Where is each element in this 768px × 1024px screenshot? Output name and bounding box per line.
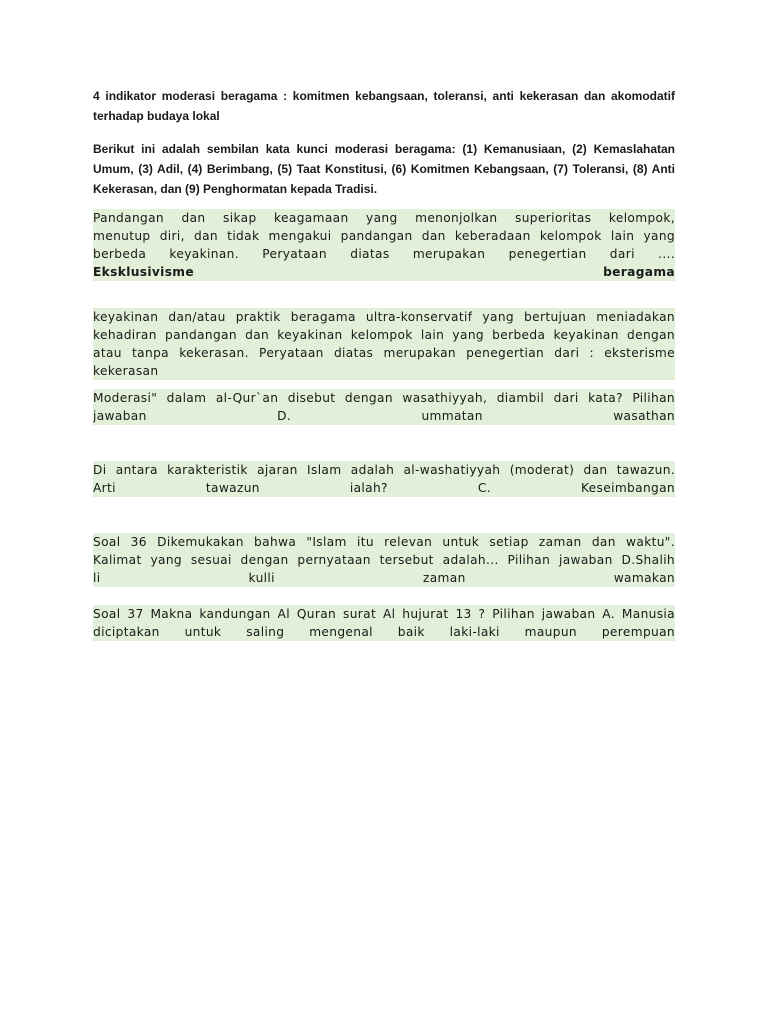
text-line: Soal 37 Makna kandungan Al Quran surat Al hujurat 13 ? Pilihan jawaban A. Manusia — [93, 607, 675, 621]
text-line: atau tanpa kekerasan. Peryataan diatas merupakan penegertian dari : eksterisme — [93, 346, 675, 360]
answer-line: jawaban D. ummatan wasathan — [93, 409, 675, 423]
text-line: Di antara karakteristik ajaran Islam adalah al-washatiyyah (moderat) dan tawazun. — [93, 463, 675, 477]
question-block-3 — [93, 389, 675, 425]
answer-line: li kulli zaman wamakan — [93, 571, 675, 585]
text-line: kehadiran pandangan dan keyakinan kelompok lain yang berbeda keyakinan dengan — [93, 328, 675, 342]
keywords-paragraph: Berikut ini adalah sembilan kata kunci moderasi beragama: (1) Kemanusiaan, (2) Kemaslahatan Umum, (3) Adil, (4) Berimbang, (5) Taat Konstitusi, (6) Komitmen Kebangsaan, (7) Toleransi, (8) Anti Kekerasan, dan (9) Penghormatan kepada Tradisi. — [93, 142, 675, 196]
document-page — [93, 86, 675, 641]
question-block-2 — [93, 308, 675, 380]
text-line: Kalimat yang sesuai dengan pernyataan tersebut adalah... Pilihan jawaban D.Shalih — [93, 553, 675, 567]
text-line: menutup diri, dan tidak mengakui pandangan dan keberadaan kelompok lain yang — [93, 229, 675, 243]
answer-line: Eksklusivisme beragama — [93, 265, 675, 279]
text-line: keyakinan dan/atau praktik beragama ultra-konservatif yang bertujuan meniadakan — [93, 310, 675, 324]
question-block-6 — [93, 605, 675, 641]
text-line: Pandangan dan sikap keagamaan yang menonjolkan superioritas kelompok, — [93, 211, 675, 225]
question-block-1 — [93, 209, 675, 281]
question-block-5 — [93, 533, 675, 587]
text-line: berbeda keyakinan. Peryataan diatas merupakan penegertian dari .... — [93, 247, 675, 261]
answer-line: Arti tawazun ialah? C. Keseimbangan — [93, 481, 675, 495]
document-heading: 4 indikator moderasi beragama : komitmen kebangsaan, toleransi, anti kekerasan dan akomodatif terhadap budaya lokal — [93, 89, 675, 123]
text-line: Moderasi" dalam al-Qur`an disebut dengan wasathiyyah, diambil dari kata? Pilihan — [93, 391, 675, 405]
question-block-4 — [93, 461, 675, 497]
answer-line: diciptakan untuk saling mengenal baik laki-laki maupun perempuan — [93, 625, 675, 639]
text-line: Soal 36 Dikemukakan bahwa "Islam itu relevan untuk setiap zaman dan waktu". — [93, 535, 675, 549]
answer-line: kekerasan — [93, 362, 675, 380]
